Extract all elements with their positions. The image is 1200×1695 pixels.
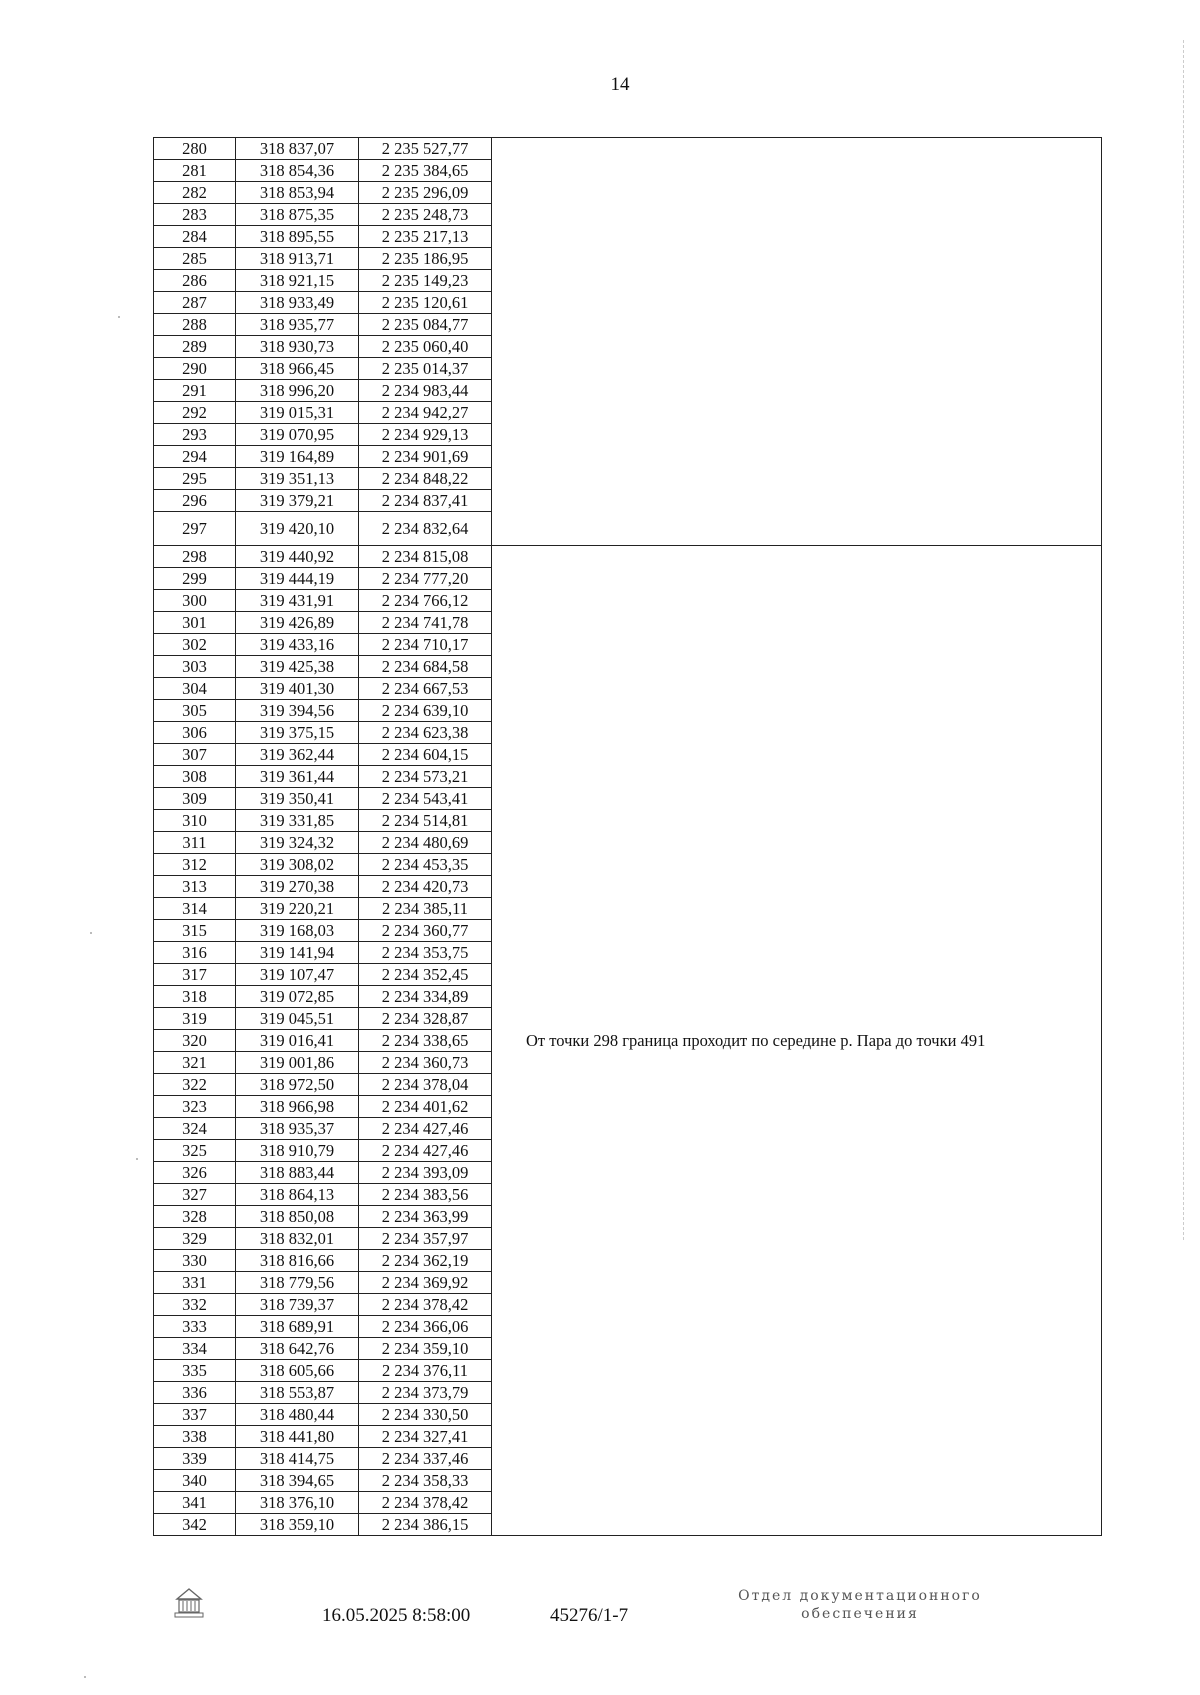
point-number-cell: 302 <box>154 634 236 656</box>
scan-edge-marks <box>1183 40 1185 1240</box>
x-coordinate-cell: 319 379,21 <box>236 490 359 512</box>
y-coordinate-cell: 2 234 369,92 <box>359 1272 492 1294</box>
x-coordinate-cell: 318 883,44 <box>236 1162 359 1184</box>
point-number-cell: 299 <box>154 568 236 590</box>
y-coordinate-cell: 2 234 352,45 <box>359 964 492 986</box>
y-coordinate-cell: 2 235 217,13 <box>359 226 492 248</box>
x-coordinate-cell: 318 850,08 <box>236 1206 359 1228</box>
x-coordinate-cell: 318 359,10 <box>236 1514 359 1536</box>
point-number-cell: 287 <box>154 292 236 314</box>
point-number-cell: 291 <box>154 380 236 402</box>
point-number-cell: 324 <box>154 1118 236 1140</box>
x-coordinate-cell: 319 015,31 <box>236 402 359 424</box>
y-coordinate-cell: 2 234 639,10 <box>359 700 492 722</box>
table-row <box>154 546 1102 568</box>
point-number-cell: 284 <box>154 226 236 248</box>
point-number-cell: 326 <box>154 1162 236 1184</box>
y-coordinate-cell: 2 234 815,08 <box>359 546 492 568</box>
y-coordinate-cell: 2 234 604,15 <box>359 744 492 766</box>
y-coordinate-cell: 2 234 376,11 <box>359 1360 492 1382</box>
y-coordinate-cell: 2 234 427,46 <box>359 1118 492 1140</box>
point-number-cell: 319 <box>154 1008 236 1030</box>
x-coordinate-cell: 319 420,10 <box>236 512 359 546</box>
x-coordinate-cell: 318 816,66 <box>236 1250 359 1272</box>
x-coordinate-cell: 318 832,01 <box>236 1228 359 1250</box>
department-stamp <box>700 1587 1020 1623</box>
y-coordinate-cell: 2 234 684,58 <box>359 656 492 678</box>
table-row <box>154 138 1102 160</box>
y-coordinate-cell: 2 235 186,95 <box>359 248 492 270</box>
x-coordinate-cell: 318 864,13 <box>236 1184 359 1206</box>
y-coordinate-cell: 2 234 837,41 <box>359 490 492 512</box>
point-number-cell: 294 <box>154 446 236 468</box>
y-coordinate-cell: 2 234 393,09 <box>359 1162 492 1184</box>
point-number-cell: 316 <box>154 942 236 964</box>
point-number-cell: 322 <box>154 1074 236 1096</box>
point-number-cell: 295 <box>154 468 236 490</box>
point-number-cell: 303 <box>154 656 236 678</box>
y-coordinate-cell: 2 234 334,89 <box>359 986 492 1008</box>
y-coordinate-cell: 2 234 427,46 <box>359 1140 492 1162</box>
x-coordinate-cell: 318 605,66 <box>236 1360 359 1382</box>
point-number-cell: 292 <box>154 402 236 424</box>
y-coordinate-cell: 2 234 362,19 <box>359 1250 492 1272</box>
x-coordinate-cell: 318 913,71 <box>236 248 359 270</box>
y-coordinate-cell: 2 234 360,73 <box>359 1052 492 1074</box>
stamp-line-1: Отдел документационного <box>738 1588 982 1604</box>
x-coordinate-cell: 318 933,49 <box>236 292 359 314</box>
x-coordinate-cell: 319 164,89 <box>236 446 359 468</box>
y-coordinate-cell: 2 235 296,09 <box>359 182 492 204</box>
y-coordinate-cell: 2 234 543,41 <box>359 788 492 810</box>
x-coordinate-cell: 318 553,87 <box>236 1382 359 1404</box>
y-coordinate-cell: 2 234 327,41 <box>359 1426 492 1448</box>
point-number-cell: 342 <box>154 1514 236 1536</box>
y-coordinate-cell: 2 234 766,12 <box>359 590 492 612</box>
y-coordinate-cell: 2 234 373,79 <box>359 1382 492 1404</box>
x-coordinate-cell: 318 689,91 <box>236 1316 359 1338</box>
x-coordinate-cell: 319 433,16 <box>236 634 359 656</box>
x-coordinate-cell: 318 739,37 <box>236 1294 359 1316</box>
point-number-cell: 314 <box>154 898 236 920</box>
point-number-cell: 305 <box>154 700 236 722</box>
y-coordinate-cell: 2 234 383,56 <box>359 1184 492 1206</box>
y-coordinate-cell: 2 234 359,10 <box>359 1338 492 1360</box>
point-number-cell: 328 <box>154 1206 236 1228</box>
y-coordinate-cell: 2 234 360,77 <box>359 920 492 942</box>
y-coordinate-cell: 2 234 401,62 <box>359 1096 492 1118</box>
y-coordinate-cell: 2 235 060,40 <box>359 336 492 358</box>
point-number-cell: 297 <box>154 512 236 546</box>
x-coordinate-cell: 319 362,44 <box>236 744 359 766</box>
x-coordinate-cell: 318 779,56 <box>236 1272 359 1294</box>
page-number: 14 <box>610 74 630 95</box>
point-number-cell: 327 <box>154 1184 236 1206</box>
x-coordinate-cell: 318 910,79 <box>236 1140 359 1162</box>
x-coordinate-cell: 318 966,98 <box>236 1096 359 1118</box>
y-coordinate-cell: 2 234 901,69 <box>359 446 492 468</box>
x-coordinate-cell: 319 431,91 <box>236 590 359 612</box>
y-coordinate-cell: 2 234 848,22 <box>359 468 492 490</box>
y-coordinate-cell: 2 234 366,06 <box>359 1316 492 1338</box>
y-coordinate-cell: 2 235 084,77 <box>359 314 492 336</box>
y-coordinate-cell: 2 234 667,53 <box>359 678 492 700</box>
x-coordinate-cell: 319 072,85 <box>236 986 359 1008</box>
x-coordinate-cell: 318 875,35 <box>236 204 359 226</box>
point-number-cell: 300 <box>154 590 236 612</box>
y-coordinate-cell: 2 235 120,61 <box>359 292 492 314</box>
scan-speck <box>118 316 120 318</box>
point-number-cell: 306 <box>154 722 236 744</box>
point-number-cell: 329 <box>154 1228 236 1250</box>
stamp-line-2: обеспечения <box>801 1606 919 1622</box>
point-number-cell: 335 <box>154 1360 236 1382</box>
y-coordinate-cell: 2 234 385,11 <box>359 898 492 920</box>
point-number-cell: 334 <box>154 1338 236 1360</box>
x-coordinate-cell: 318 996,20 <box>236 380 359 402</box>
duma-emblem-icon <box>172 1585 206 1623</box>
point-number-cell: 321 <box>154 1052 236 1074</box>
y-coordinate-cell: 2 234 453,35 <box>359 854 492 876</box>
point-number-cell: 298 <box>154 546 236 568</box>
point-number-cell: 340 <box>154 1470 236 1492</box>
footer-date: 16.05.2025 8:58:00 <box>322 1605 471 1626</box>
point-number-cell: 312 <box>154 854 236 876</box>
x-coordinate-cell: 319 351,13 <box>236 468 359 490</box>
x-coordinate-cell: 319 440,92 <box>236 546 359 568</box>
x-coordinate-cell: 319 375,15 <box>236 722 359 744</box>
x-coordinate-cell: 318 642,76 <box>236 1338 359 1360</box>
x-coordinate-cell: 318 935,37 <box>236 1118 359 1140</box>
y-coordinate-cell: 2 234 777,20 <box>359 568 492 590</box>
y-coordinate-cell: 2 234 741,78 <box>359 612 492 634</box>
x-coordinate-cell: 319 141,94 <box>236 942 359 964</box>
x-coordinate-cell: 318 441,80 <box>236 1426 359 1448</box>
y-coordinate-cell: 2 234 378,04 <box>359 1074 492 1096</box>
y-coordinate-cell: 2 234 338,65 <box>359 1030 492 1052</box>
x-coordinate-cell: 318 480,44 <box>236 1404 359 1426</box>
x-coordinate-cell: 318 414,75 <box>236 1448 359 1470</box>
y-coordinate-cell: 2 234 363,99 <box>359 1206 492 1228</box>
point-number-cell: 323 <box>154 1096 236 1118</box>
x-coordinate-cell: 319 401,30 <box>236 678 359 700</box>
y-coordinate-cell: 2 235 248,73 <box>359 204 492 226</box>
x-coordinate-cell: 319 001,86 <box>236 1052 359 1074</box>
point-number-cell: 330 <box>154 1250 236 1272</box>
x-coordinate-cell: 319 045,51 <box>236 1008 359 1030</box>
x-coordinate-cell: 319 107,47 <box>236 964 359 986</box>
point-number-cell: 280 <box>154 138 236 160</box>
x-coordinate-cell: 319 425,38 <box>236 656 359 678</box>
point-number-cell: 310 <box>154 810 236 832</box>
coordinates-table-body <box>154 138 1102 1536</box>
y-coordinate-cell: 2 234 328,87 <box>359 1008 492 1030</box>
y-coordinate-cell: 2 234 378,42 <box>359 1492 492 1514</box>
y-coordinate-cell: 2 235 527,77 <box>359 138 492 160</box>
y-coordinate-cell: 2 234 942,27 <box>359 402 492 424</box>
y-coordinate-cell: 2 235 149,23 <box>359 270 492 292</box>
point-number-cell: 313 <box>154 876 236 898</box>
y-coordinate-cell: 2 235 014,37 <box>359 358 492 380</box>
point-number-cell: 282 <box>154 182 236 204</box>
x-coordinate-cell: 318 376,10 <box>236 1492 359 1514</box>
point-number-cell: 336 <box>154 1382 236 1404</box>
point-number-cell: 283 <box>154 204 236 226</box>
scan-speck <box>90 932 92 934</box>
x-coordinate-cell: 319 324,32 <box>236 832 359 854</box>
point-number-cell: 311 <box>154 832 236 854</box>
point-number-cell: 317 <box>154 964 236 986</box>
y-coordinate-cell: 2 234 353,75 <box>359 942 492 964</box>
point-number-cell: 333 <box>154 1316 236 1338</box>
point-number-cell: 286 <box>154 270 236 292</box>
x-coordinate-cell: 319 220,21 <box>236 898 359 920</box>
y-coordinate-cell: 2 234 420,73 <box>359 876 492 898</box>
point-number-cell: 281 <box>154 160 236 182</box>
point-number-cell: 290 <box>154 358 236 380</box>
y-coordinate-cell: 2 234 514,81 <box>359 810 492 832</box>
footer-document-number: 45276/1-7 <box>550 1605 629 1626</box>
x-coordinate-cell: 318 930,73 <box>236 336 359 358</box>
y-coordinate-cell: 2 234 573,21 <box>359 766 492 788</box>
y-coordinate-cell: 2 234 378,42 <box>359 1294 492 1316</box>
y-coordinate-cell: 2 234 623,38 <box>359 722 492 744</box>
point-number-cell: 293 <box>154 424 236 446</box>
point-number-cell: 341 <box>154 1492 236 1514</box>
y-coordinate-cell: 2 234 480,69 <box>359 832 492 854</box>
x-coordinate-cell: 318 853,94 <box>236 182 359 204</box>
x-coordinate-cell: 319 426,89 <box>236 612 359 634</box>
y-coordinate-cell: 2 234 330,50 <box>359 1404 492 1426</box>
y-coordinate-cell: 2 234 337,46 <box>359 1448 492 1470</box>
y-coordinate-cell: 2 234 357,97 <box>359 1228 492 1250</box>
y-coordinate-cell: 2 234 983,44 <box>359 380 492 402</box>
point-number-cell: 325 <box>154 1140 236 1162</box>
point-number-cell: 288 <box>154 314 236 336</box>
point-number-cell: 315 <box>154 920 236 942</box>
point-number-cell: 320 <box>154 1030 236 1052</box>
point-number-cell: 331 <box>154 1272 236 1294</box>
x-coordinate-cell: 319 361,44 <box>236 766 359 788</box>
point-number-cell: 307 <box>154 744 236 766</box>
scan-speck <box>136 1158 138 1160</box>
x-coordinate-cell: 319 270,38 <box>236 876 359 898</box>
y-coordinate-cell: 2 235 384,65 <box>359 160 492 182</box>
point-number-cell: 296 <box>154 490 236 512</box>
y-coordinate-cell: 2 234 358,33 <box>359 1470 492 1492</box>
point-number-cell: 318 <box>154 986 236 1008</box>
x-coordinate-cell: 318 895,55 <box>236 226 359 248</box>
coordinates-table <box>153 137 1102 1536</box>
point-number-cell: 308 <box>154 766 236 788</box>
point-number-cell: 338 <box>154 1426 236 1448</box>
x-coordinate-cell: 318 972,50 <box>236 1074 359 1096</box>
x-coordinate-cell: 318 966,45 <box>236 358 359 380</box>
point-number-cell: 339 <box>154 1448 236 1470</box>
x-coordinate-cell: 319 350,41 <box>236 788 359 810</box>
y-coordinate-cell: 2 234 710,17 <box>359 634 492 656</box>
x-coordinate-cell: 318 921,15 <box>236 270 359 292</box>
x-coordinate-cell: 318 935,77 <box>236 314 359 336</box>
x-coordinate-cell: 319 168,03 <box>236 920 359 942</box>
point-number-cell: 289 <box>154 336 236 358</box>
boundary-description-cell: От точки 298 граница проходит по середине р. Пара до точки 491 <box>492 546 1102 1536</box>
point-number-cell: 304 <box>154 678 236 700</box>
y-coordinate-cell: 2 234 929,13 <box>359 424 492 446</box>
point-number-cell: 309 <box>154 788 236 810</box>
point-number-cell: 332 <box>154 1294 236 1316</box>
x-coordinate-cell: 319 016,41 <box>236 1030 359 1052</box>
x-coordinate-cell: 319 308,02 <box>236 854 359 876</box>
description-cell-empty <box>492 138 1102 546</box>
point-number-cell: 337 <box>154 1404 236 1426</box>
point-number-cell: 301 <box>154 612 236 634</box>
y-coordinate-cell: 2 234 386,15 <box>359 1514 492 1536</box>
scan-speck <box>84 1676 86 1678</box>
x-coordinate-cell: 319 070,95 <box>236 424 359 446</box>
x-coordinate-cell: 318 854,36 <box>236 160 359 182</box>
x-coordinate-cell: 318 837,07 <box>236 138 359 160</box>
y-coordinate-cell: 2 234 832,64 <box>359 512 492 546</box>
x-coordinate-cell: 318 394,65 <box>236 1470 359 1492</box>
x-coordinate-cell: 319 331,85 <box>236 810 359 832</box>
x-coordinate-cell: 319 444,19 <box>236 568 359 590</box>
x-coordinate-cell: 319 394,56 <box>236 700 359 722</box>
point-number-cell: 285 <box>154 248 236 270</box>
